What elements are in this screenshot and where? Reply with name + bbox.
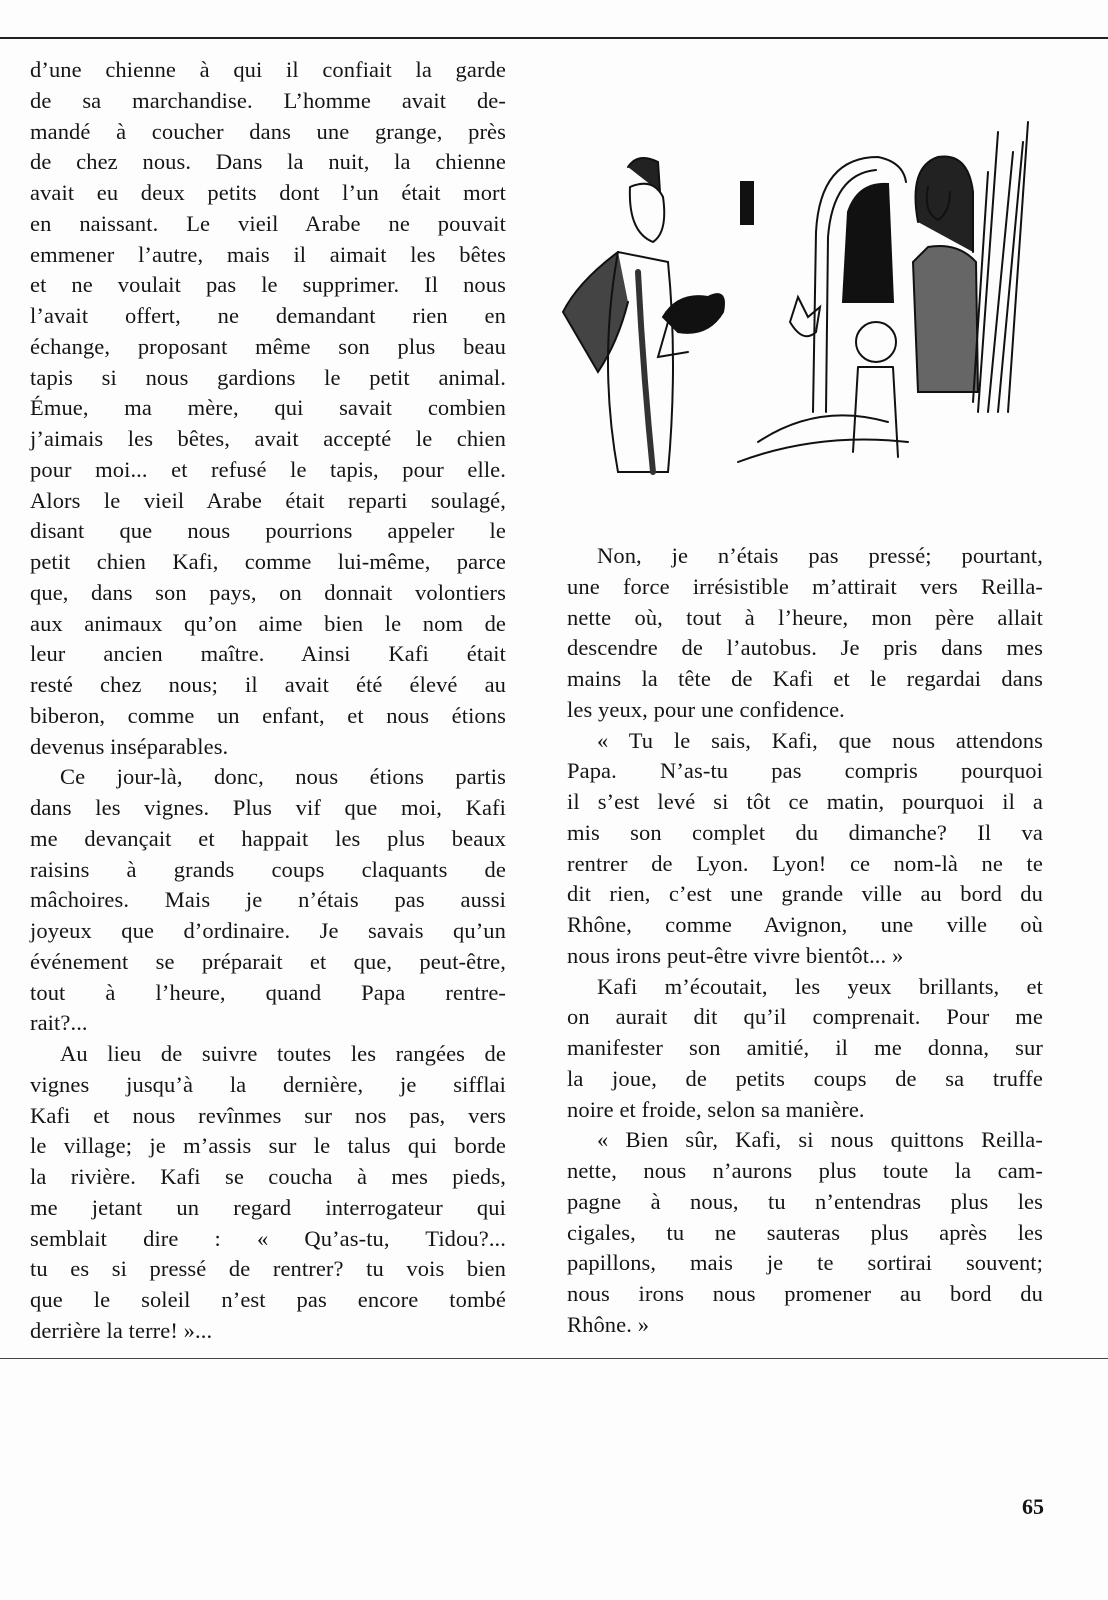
text-line: mains la tête de Kafi et le regardai dans: [567, 666, 1043, 691]
text-line: dit rien, c’est une grande ville au bord du: [567, 881, 1043, 907]
text-line: Alors le vieil Arabe était reparti soulagé,: [30, 487, 506, 513]
text-line: resté chez nous; il avait été élevé au: [30, 672, 506, 697]
text-line: d’une chienne à qui il confiait la garde: [30, 57, 506, 82]
text-line: biberon, comme un enfant, et nous étions: [30, 702, 506, 728]
text-line: événement se préparait et que, peut-être,: [30, 948, 506, 974]
text-line: mandé à coucher dans une grange, près: [30, 118, 506, 144]
bottom-rule: [0, 1358, 1108, 1359]
text-line: manifester son amitié, il me donna, sur: [567, 1035, 1043, 1060]
text-line: en naissant. Le vieil Arabe ne pouvait: [30, 210, 506, 236]
text-line: Papa. N’as-tu pas compris pourquoi: [567, 758, 1043, 784]
text-line: échange, proposant même son plus beau: [30, 333, 506, 359]
text-line: Au lieu de suivre toutes les rangées de: [60, 1041, 506, 1066]
text-line: « Tu le sais, Kafi, que nous attendons: [597, 727, 1043, 753]
text-line: leur ancien maître. Ainsi Kafi était: [30, 641, 506, 667]
text-line: cigales, tu ne sauteras plus après les: [567, 1219, 1043, 1245]
text-line: on aurait dit qu’il comprenait. Pour me: [567, 1004, 1043, 1030]
text-line: nous irons peut-être vivre bientôt... »: [567, 942, 904, 968]
text-line: de sa marchandise. L’homme avait de-: [30, 87, 506, 113]
text-line: derrière la terre! »...: [30, 1317, 213, 1343]
text-line: dans les vignes. Plus vif que moi, Kafi: [30, 795, 506, 820]
text-line: petit chien Kafi, comme lui-même, parce: [30, 549, 506, 574]
text-line: avait eu deux petits dont l’un était mort: [30, 180, 506, 205]
text-line: vignes jusqu’à la dernière, je sifflai: [30, 1071, 506, 1097]
paragraph: [30, 1039, 506, 1347]
text-line: pour moi... et refusé le tapis, pour elle.: [30, 456, 506, 482]
page-number: 65: [1022, 1494, 1044, 1519]
text-line: papillons, mais je te sortirai souvent;: [567, 1250, 1043, 1276]
text-line: emmener l’autre, mais il aimait les bêtes: [30, 241, 506, 267]
paragraph: [30, 55, 506, 762]
text-line: devenus inséparables.: [30, 733, 229, 759]
paragraph: [567, 1125, 1043, 1340]
paragraph: [567, 726, 1043, 972]
top-rule: [0, 37, 1108, 39]
text-line: il s’est levé si tôt ce matin, pourquoi il a: [567, 789, 1043, 814]
text-line: tout à l’heure, quand Papa rentre-: [30, 979, 506, 1005]
text-line: nette où, tout à l’heure, mon père allait: [567, 604, 1043, 630]
text-line: nette, nous n’aurons plus toute la cam-: [567, 1158, 1043, 1183]
text-line: tapis si nous gardions le petit animal.: [30, 364, 506, 390]
paragraph: [567, 541, 1043, 726]
text-line: pagne à nous, tu n’entendras plus les: [567, 1188, 1043, 1214]
text-line: mâchoires. Mais je n’étais pas aussi: [30, 887, 506, 913]
right-text-column: [567, 541, 1043, 1341]
text-line: me jetant un regard interrogateur qui: [30, 1194, 506, 1220]
text-line: que, dans son pays, on donnait volontiers: [30, 579, 506, 605]
text-line: rait?...: [30, 1010, 88, 1036]
text-line: et ne voulait pas le supprimer. Il nous: [30, 272, 506, 298]
left-text-column: [30, 55, 506, 1347]
text-line: descendre de l’autobus. Je pris dans mes: [567, 635, 1043, 661]
text-line: Rhône. »: [567, 1311, 650, 1337]
ink-illustration: [558, 112, 1044, 497]
text-line: « Bien sûr, Kafi, si nous quittons Reilla-: [597, 1127, 1043, 1153]
paragraph: [30, 762, 506, 1039]
text-line: rentrer de Lyon. Lyon! ce nom-là ne te: [567, 850, 1043, 876]
text-line: le village; je m’assis sur le talus qui borde: [30, 1133, 506, 1159]
text-line: Ce jour-là, donc, nous étions partis: [60, 764, 506, 790]
text-line: les yeux, pour une confidence.: [567, 696, 845, 722]
text-line: l’avait offert, ne demandant rien en: [30, 303, 506, 328]
text-line: que le soleil n’est pas encore tombé: [30, 1287, 506, 1312]
text-line: Kafi et nous revînmes sur nos pas, vers: [30, 1102, 506, 1128]
text-line: de chez nous. Dans la nuit, la chienne: [30, 149, 506, 175]
text-line: la rivière. Kafi se coucha à mes pieds,: [30, 1164, 506, 1189]
text-line: Rhône, comme Avignon, une ville où: [567, 912, 1043, 937]
text-line: nous irons nous promener au bord du: [567, 1281, 1043, 1306]
text-line: me devançait et happait les plus beaux: [30, 825, 506, 851]
text-line: j’aimais les bêtes, avait accepté le chien: [30, 426, 506, 451]
text-line: Non, je n’étais pas pressé; pourtant,: [597, 543, 1043, 568]
text-line: joyeux que d’ordinaire. Je savais qu’un: [30, 918, 506, 943]
text-line: mis son complet du dimanche? Il va: [567, 819, 1043, 845]
text-line: Kafi m’écoutait, les yeux brillants, et: [597, 973, 1043, 999]
text-line: une force irrésistible m’attirait vers Reilla-: [567, 573, 1043, 599]
text-line: disant que nous pourrions appeler le: [30, 518, 506, 544]
text-line: Émue, ma mère, qui savait combien: [30, 395, 506, 421]
paragraph: [567, 972, 1043, 1126]
text-line: tu es si pressé de rentrer? tu vois bien: [30, 1256, 506, 1282]
text-line: noire et froide, selon sa manière.: [567, 1096, 865, 1122]
text-line: raisins à grands coups claquants de: [30, 856, 506, 882]
text-line: semblait dire : « Qu’as-tu, Tidou?...: [30, 1225, 506, 1251]
text-line: aux animaux qu’on aime bien le nom de: [30, 610, 506, 636]
text-line: la joue, de petits coups de sa truffe: [567, 1065, 1043, 1091]
